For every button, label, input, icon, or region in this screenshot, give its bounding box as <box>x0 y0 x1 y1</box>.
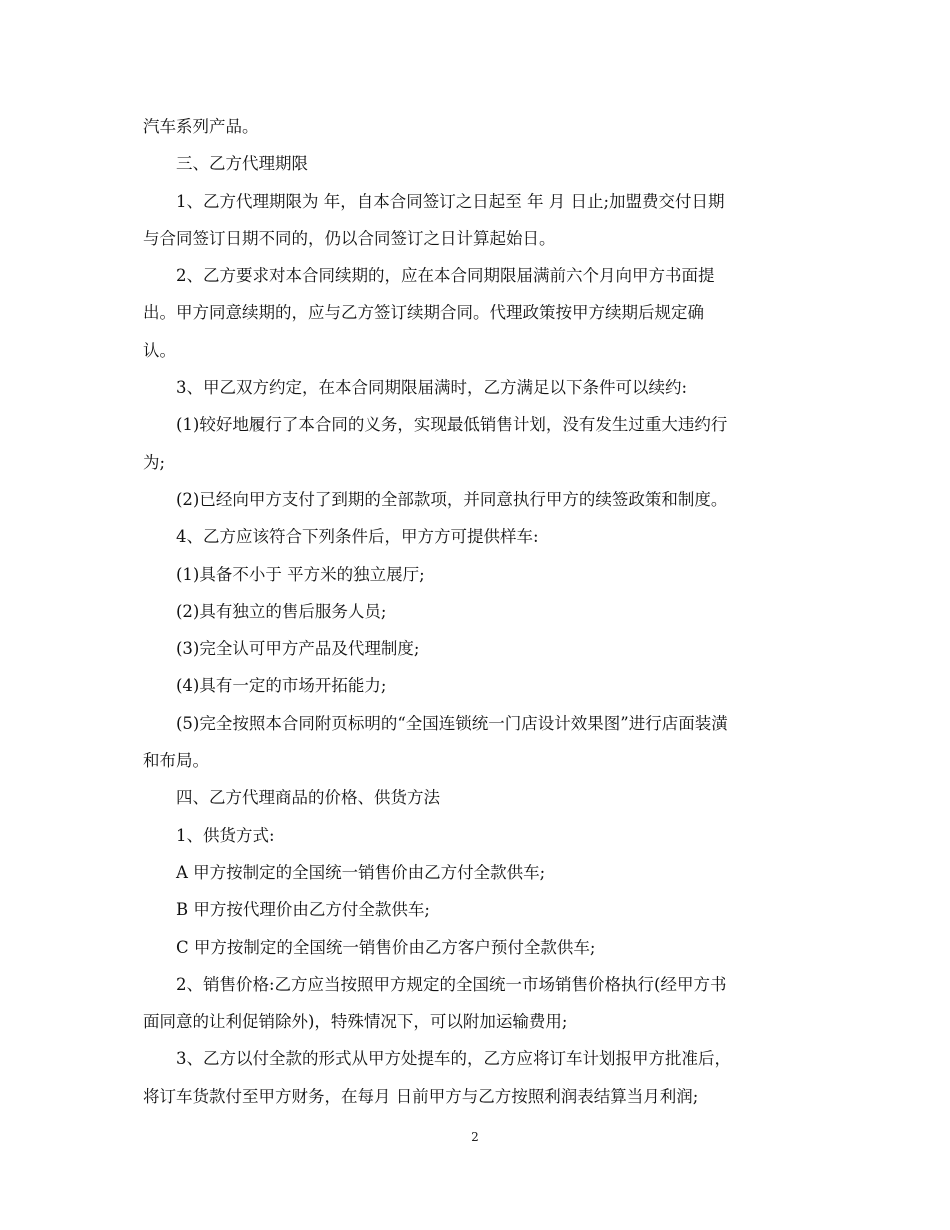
text-line: 三、乙方代理期限 <box>176 154 308 174</box>
text-line: 认。 <box>143 340 176 360</box>
text-line: 4、乙方应该符合下列条件后，甲方方可提供样车: <box>176 527 539 547</box>
text-line: 3、乙方以付全款的形式从甲方处提车的，乙方应将订车计划报甲方批准后， <box>176 1049 731 1069</box>
text-line: (2)已经向甲方支付了到期的全部款项，并同意执行甲方的续签政策和制度。 <box>176 489 728 509</box>
text-line: 为; <box>143 452 166 472</box>
text-line: (1)具备不小于 平方米的独立展厅; <box>176 564 425 584</box>
text-line: 四、乙方代理商品的价格、供货方法 <box>176 788 440 808</box>
text-line: (5)完全按照本合同附页标明的“全国连锁统一门店设计效果图”进行店面装潢 <box>176 713 728 733</box>
text-line: (1)较好地履行了本合同的义务，实现最低销售计划，没有发生过重大违约行 <box>176 415 728 435</box>
text-line: 与合同签订日期不同的，仍以合同签订之日计算起始日。 <box>143 228 556 248</box>
text-line: 和布局。 <box>143 751 209 771</box>
text-line: 3、甲乙双方约定，在本合同期限届满时，乙方满足以下条件可以续约: <box>176 378 688 398</box>
text-line: 2、销售价格:乙方应当按照甲方规定的全国统一市场销售价格执行(经甲方书 <box>176 974 727 994</box>
text-line: A 甲方按制定的全国统一销售价由乙方付全款供车; <box>176 862 546 882</box>
text-line: 将订车货款付至甲方财务，在每月 日前甲方与乙方按照利润表结算当月利润; <box>143 1086 699 1106</box>
page-number: 2 <box>471 1130 479 1144</box>
document-body <box>143 108 815 1115</box>
text-line: 面同意的让利促销除外)，特殊情况下，可以附加运输费用; <box>143 1012 568 1032</box>
text-line: 1、供货方式: <box>176 825 275 845</box>
text-line: (2)具有独立的售后服务人员; <box>176 601 387 621</box>
text-line: 1、乙方代理期限为 年，自本合同签订之日起至 年 月 日止;加盟费交付日期 <box>176 191 725 211</box>
text-line: B 甲方按代理价由乙方付全款供车; <box>176 900 430 920</box>
text-line: (4)具有一定的市场开拓能力; <box>176 676 387 696</box>
text-line: 2、乙方要求对本合同续期的，应在本合同期限届满前六个月向甲方书面提 <box>176 266 715 286</box>
text-line: (3)完全认可甲方产品及代理制度; <box>176 639 420 659</box>
text-line: 汽车系列产品。 <box>143 117 259 136</box>
text-line: C 甲方按制定的全国统一销售价由乙方客户预付全款供车; <box>176 937 596 957</box>
text-line: 出。甲方同意续期的，应与乙方签订续期合同。代理政策按甲方续期后规定确 <box>143 303 704 323</box>
